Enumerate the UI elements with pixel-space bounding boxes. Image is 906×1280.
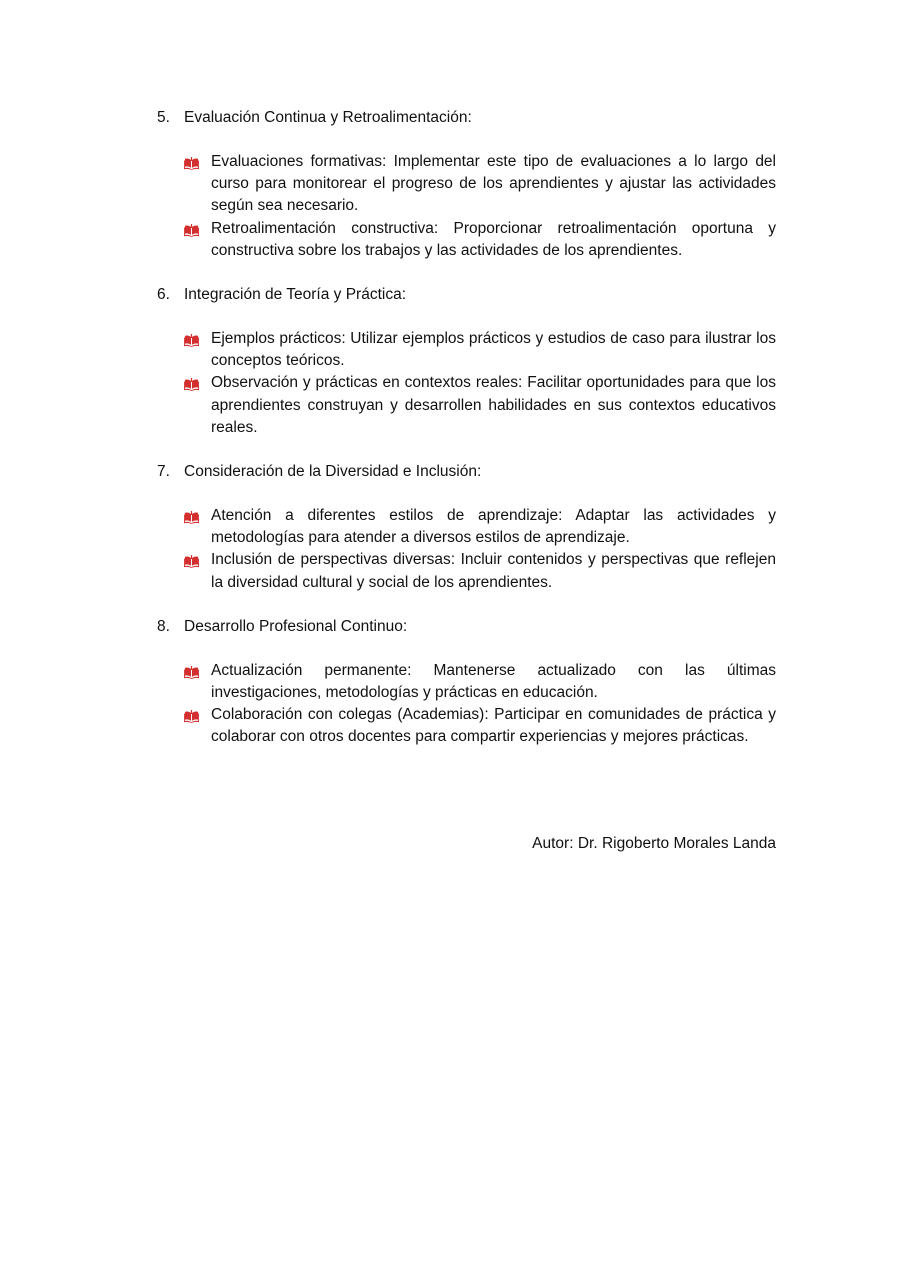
book-bullet-icon bbox=[184, 553, 199, 566]
section-heading bbox=[157, 616, 776, 638]
section-6 bbox=[157, 284, 776, 439]
list-item-text: Observación y prácticas en contextos reales: Facilitar oportunidades para que los aprendientes construyan y desarrollen habilidades en sus contextos educativos reales. bbox=[211, 374, 776, 436]
section-8 bbox=[157, 616, 776, 749]
book-bullet-icon-graphic bbox=[184, 666, 199, 679]
list-item-text: Actualización permanente: Mantenerse actualizado con las últimas investigaciones, metodologías y prácticas en educación. bbox=[211, 661, 776, 702]
list-item-text: Colaboración con colegas (Academias): Participar en comunidades de práctica y colaborar con otros docentes para compartir experiencias y mejores prácticas. bbox=[211, 706, 776, 746]
list-item bbox=[157, 218, 776, 262]
list-item-text: Evaluaciones formativas: Implementar este tipo de evaluaciones a lo largo del curso para monitorear el progreso de los aprendientes y ajustar las actividades según sea necesario. bbox=[211, 153, 776, 215]
section-title: Consideración de la Diversidad e Inclusión: bbox=[184, 463, 482, 481]
bullet-list bbox=[157, 328, 776, 439]
section-number: 7. bbox=[157, 463, 170, 481]
list-item bbox=[157, 660, 776, 704]
section-heading bbox=[157, 284, 776, 306]
list-item-text: Retroalimentación constructiva: Proporcionar retroalimentación oportuna y constructiva sobre los trabajos y las actividades de los aprendientes. bbox=[211, 219, 776, 259]
list-item bbox=[157, 151, 776, 218]
section-5 bbox=[157, 107, 776, 262]
book-bullet-icon-graphic bbox=[184, 334, 199, 347]
book-bullet-icon-graphic bbox=[184, 378, 199, 391]
book-bullet-icon-graphic bbox=[184, 157, 199, 170]
list-item bbox=[157, 328, 776, 372]
section-7 bbox=[157, 461, 776, 594]
list-item bbox=[157, 372, 776, 439]
list-item-text: Inclusión de perspectivas diversas: Incluir contenidos y perspectivas que reflejen la diversidad cultural y social de los aprendientes. bbox=[211, 551, 776, 591]
book-bullet-icon-graphic bbox=[184, 511, 199, 524]
section-title: Evaluación Continua y Retroalimentación: bbox=[184, 109, 472, 126]
list-item bbox=[157, 549, 776, 593]
section-heading bbox=[157, 107, 776, 129]
section-number: 5. bbox=[157, 109, 170, 126]
book-bullet-icon-graphic bbox=[184, 224, 199, 237]
section-title: Integración de Teoría y Práctica: bbox=[184, 286, 407, 304]
book-bullet-icon bbox=[184, 376, 199, 389]
section-number: 6. bbox=[157, 286, 170, 304]
section-number: 8. bbox=[157, 617, 170, 635]
book-bullet-icon bbox=[184, 664, 199, 677]
document-content bbox=[157, 107, 776, 771]
section-heading bbox=[157, 461, 776, 483]
bullet-list bbox=[157, 151, 776, 262]
book-bullet-icon bbox=[184, 222, 199, 235]
bullet-list bbox=[157, 505, 776, 594]
list-item bbox=[157, 704, 776, 748]
author-signature: Autor: Dr. Rigoberto Morales Landa bbox=[532, 835, 776, 852]
book-bullet-icon-graphic bbox=[184, 555, 199, 568]
section-title: Desarrollo Profesional Continuo: bbox=[184, 617, 408, 635]
book-bullet-icon-graphic bbox=[184, 710, 199, 723]
list-item-text: Atención a diferentes estilos de aprendizaje: Adaptar las actividades y metodologías para atender a diversos estilos de aprendizaje. bbox=[211, 507, 776, 547]
book-bullet-icon bbox=[184, 155, 199, 168]
book-bullet-icon bbox=[184, 509, 199, 522]
book-bullet-icon bbox=[184, 708, 199, 721]
list-item-text: Ejemplos prácticos: Utilizar ejemplos prácticos y estudios de caso para ilustrar los conceptos teóricos. bbox=[211, 330, 776, 370]
book-bullet-icon bbox=[184, 332, 199, 345]
list-item bbox=[157, 505, 776, 549]
bullet-list bbox=[157, 660, 776, 749]
